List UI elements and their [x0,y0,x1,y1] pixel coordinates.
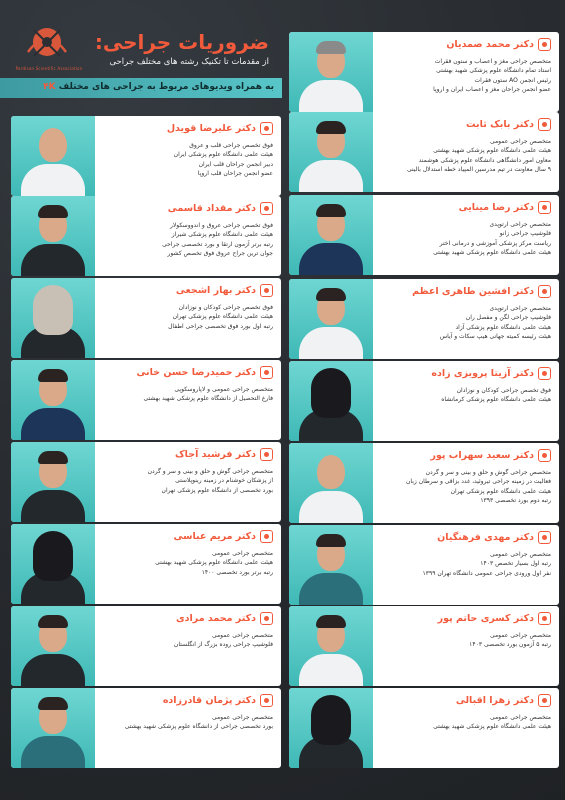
credential-line: هیئت علمی دانشگاه علوم پزشکی تهران [450,487,551,495]
doctor-photo [289,688,373,768]
credential-line: دبیر انجمن جراحان قلب ایران [198,160,273,168]
doctor-name: دکتر بابک ثابت [466,119,534,130]
doctor-name: دکتر کسری حاتم پور [437,613,534,624]
doctor-name: دکتر حمیدرضا حسن خانی [136,367,256,378]
credential-line: هیئت علمی دانشگاه علوم پزشکی شهید بهشتی [155,559,273,567]
credential-line: هیئت علمی دانشگاه علوم پزشکی شیراز [171,231,273,239]
credential-line: متخصص جراحی عمومی [211,632,273,639]
credential-line: رتبه برتر آزمون ارتقا و بورد تخصصی جراحی [162,240,273,248]
credential-line: فلوشیپ جراحی روده بزرگ از انگلستان [173,641,273,649]
credential-line: هیئت علمی دانشگاه علوم پزشکی شهید بهشتی [433,249,551,257]
page-subtitle: از مقدمات تا تکنیک رشته های مختلف جراحی [109,57,269,67]
doctor-info [99,278,277,358]
doctor-photo [289,112,373,192]
credential-line: رتبه اول بسیار تخصص ۱۴۰۳ [480,560,551,568]
credential-line: متخصص جراحی عمومی [211,550,273,557]
baby-icon [538,367,551,380]
faculty-card [289,525,559,605]
doctor-info [377,525,555,605]
credential-line: متخصص جراحی عمومی [489,714,551,721]
doctor-info [377,279,555,359]
doctor-name: دکتر پژمان قادرزاده [162,695,256,706]
credential-line: رتبه دوم بورد تخصصی ۱۳۹۳ [480,497,551,505]
faculty-card [11,278,281,358]
credential-line: بورد تخصصی از دانشگاه علوم پزشکی تهران [161,486,273,494]
credential-line: فارغ التحصیل از دانشگاه علوم پزشکی شهید بهشتی [143,395,273,403]
baby-icon [260,284,273,297]
credential-line: هیئت علمی دانشگاه علوم پزشکی آزاد [455,323,551,331]
credential-line: متخصص جراحی عمومی و لاپاروسکوپی [174,386,273,393]
credential-line: متخصص جراحی عمومی [211,714,273,721]
faculty-card [289,443,559,523]
doctor-name: دکتر محمد صمدیان [446,39,534,50]
doctor-info [377,112,555,192]
ent-icon [538,449,551,462]
doctor-info [377,32,555,112]
scalpel-icon [538,612,551,625]
faculty-card [289,32,559,112]
credential-line: هیئت علمی دانشگاه علوم پزشکی کرمانشاه [441,396,551,404]
credential-line: متخصص جراحی عمومی [489,632,551,639]
doctor-name: دکتر مهدی فرهنگیان [437,532,534,543]
credential-line: ریاست مرکز پزشکی آموزشی و درمانی اختر [439,239,551,247]
doctor-photo [11,360,95,440]
heart-icon [260,122,273,135]
credential-line: رتبه برتر بورد تخصصی ۱۴۰۰ [201,568,273,576]
scalpel-icon [260,530,273,543]
doctor-photo [11,688,95,768]
credential-line: متخصص جراحی ارتوپدی [489,305,551,312]
credential-line: هیئت علمی دانشگاه علوم پزشکی شهید بهشتی [433,147,551,155]
credential-line: معاون امور دانشگاهی دانشگاه علوم پزشکی هوشمند [418,156,551,164]
video-banner [0,78,282,98]
credential-line: متخصص جراحی عمومی [489,138,551,145]
doctor-photo [289,195,373,275]
doctor-name: دکتر محمد مرادی [175,613,256,624]
faculty-card [289,361,559,441]
bone-icon [538,201,551,214]
credential-line: فعالیت در زمینه جراحی تیروئید، غدد بزاقی و سرطان زبان [406,478,551,486]
doctor-info [377,361,555,441]
credential-line: فلوشیپ جراحی لگن و مفصل ران [465,314,551,322]
credential-line: از پزشکان خوشنام در زمینه رینوپلاستی [175,477,273,485]
scalpel-icon [260,694,273,707]
scalpel-icon [538,118,551,131]
doctor-name: دکتر آزیتا پرویزی زاده [431,368,534,379]
scalpel-icon [260,366,273,379]
faculty-card [11,360,281,440]
logo-text: Pardisan Scientific Association [15,66,83,71]
doctor-photo [289,32,373,112]
doctor-info [377,195,555,275]
faculty-card [289,688,559,768]
faculty-card [11,524,281,604]
credential-line: عضو انجمن جراحان مغز و اعصاب ایران و اروپا [433,86,551,94]
credential-line: عضو انجمن جراحان قلب اروپا [197,170,273,178]
credential-line: هیئت رئیسه کمیته جهانی هیپ سکات و آیاس [439,333,551,341]
scalpel-icon [538,531,551,544]
doctor-name: دکتر افشین طاهری اعظم [412,286,534,297]
credential-line: متخصص جراحی گوش و حلق و بینی و سر و گردن [147,468,273,475]
ent-icon [260,448,273,461]
doctor-photo [11,116,95,196]
doctor-info [377,606,555,686]
doctor-name: دکتر مقداد قاسمی [167,203,256,214]
page-title: ضروریات جراحی: [94,30,269,54]
credential-line: جوان ترین جراح عروق فوق تخصص کشور [167,250,273,258]
credential-line: فوق تخصص جراحی کودکان و نوزادان [178,304,273,311]
faculty-card [11,442,281,522]
credential-line: نفر اول ورودی جراحی عمومی دانشگاه تهران ۱۳۹۹ [422,569,551,577]
credential-line: استاد تمام دانشگاه علوم پزشکی شهید بهشتی [436,67,551,75]
credential-line: فلوشیپ جراحی زانو [499,230,551,238]
banner-text: به همراه ویدیوهای مربوط به جراحی های مختلف [58,82,274,92]
doctor-info [99,116,277,196]
faculty-card [11,688,281,768]
doctor-name: دکتر سعید سهراب پور [430,450,534,461]
credential-line: متخصص جراحی ارتوپدی [489,221,551,228]
doctor-photo [11,524,95,604]
brain-icon [538,38,551,51]
doctor-photo [11,278,95,358]
credential-line: رتبه اول بورد فوق تخصصی جراحی اطفال [168,322,273,330]
doctor-photo [289,361,373,441]
doctor-name: دکتر زهرا اقبالی [455,695,534,706]
doctor-photo [11,196,95,276]
credential-line: متخصص جراحی مغز و اعصاب و ستون فقرات [434,58,551,65]
vessel-icon [260,202,273,215]
doctor-photo [289,443,373,523]
credential-line: متخصص جراحی عمومی [489,551,551,558]
doctor-photo [289,525,373,605]
doctor-name: دکتر علیرضا قویدل [166,123,256,134]
doctor-info [99,196,277,276]
bone-icon [538,285,551,298]
credential-line: رتبه ۵ آزمون بورد تخصصی ۱۴۰۳ [469,641,551,649]
faculty-card [11,196,281,276]
doctor-info [99,688,277,768]
faculty-card [11,606,281,686]
credential-line: رئیس انجمن AO ستون فقرات [474,76,551,84]
credential-line: هیئت علمی دانشگاه علوم پزشکی تهران [172,313,273,321]
faculty-card [289,112,559,192]
credential-line: فوق تخصص جراحی عروق و اندووسکولار [169,222,273,229]
doctor-photo [289,279,373,359]
doctor-info [99,442,277,522]
credential-line: فوق تخصص جراحی قلب و عروق [189,142,273,149]
doctor-name: دکتر بهار اشجعی [175,285,256,296]
scalpel-icon [260,612,273,625]
faculty-card [11,116,281,196]
doctor-info [377,688,555,768]
faculty-card [289,279,559,359]
society-logo-icon [22,22,72,66]
faculty-card [289,606,559,686]
credential-line: بورد تخصصی جراحی از دانشگاه علوم پزشکی شهید بهشتی [124,723,273,731]
credential-line: هیئت علمی دانشگاه علوم پزشکی شهید بهشتی [433,723,551,731]
doctor-photo [11,442,95,522]
credential-line: متخصص جراحی گوش و حلق و بینی و سر و گردن [425,469,551,476]
doctor-info [377,443,555,523]
faculty-card [289,195,559,275]
doctor-photo [289,606,373,686]
doctor-info [99,360,277,440]
scalpel-icon [538,694,551,707]
credential-line: فوق تخصص جراحی کودکان و نوزادان [456,387,551,394]
doctor-info [99,606,277,686]
credential-line: هیئت علمی دانشگاه علوم پزشکی ایران [173,151,273,159]
doctor-photo [11,606,95,686]
doctor-name: دکتر رضا مینایی [458,202,534,213]
banner-accent: ۴K [43,82,56,92]
doctor-info [99,524,277,604]
doctor-name: دکتر فرشید آجاک [174,449,256,460]
doctor-name: دکتر مریم عباسی [173,531,256,542]
credential-line: ۹ سال معاونت در تیم مدرسین المپیاد خطه استدلال بالینی [406,166,551,174]
